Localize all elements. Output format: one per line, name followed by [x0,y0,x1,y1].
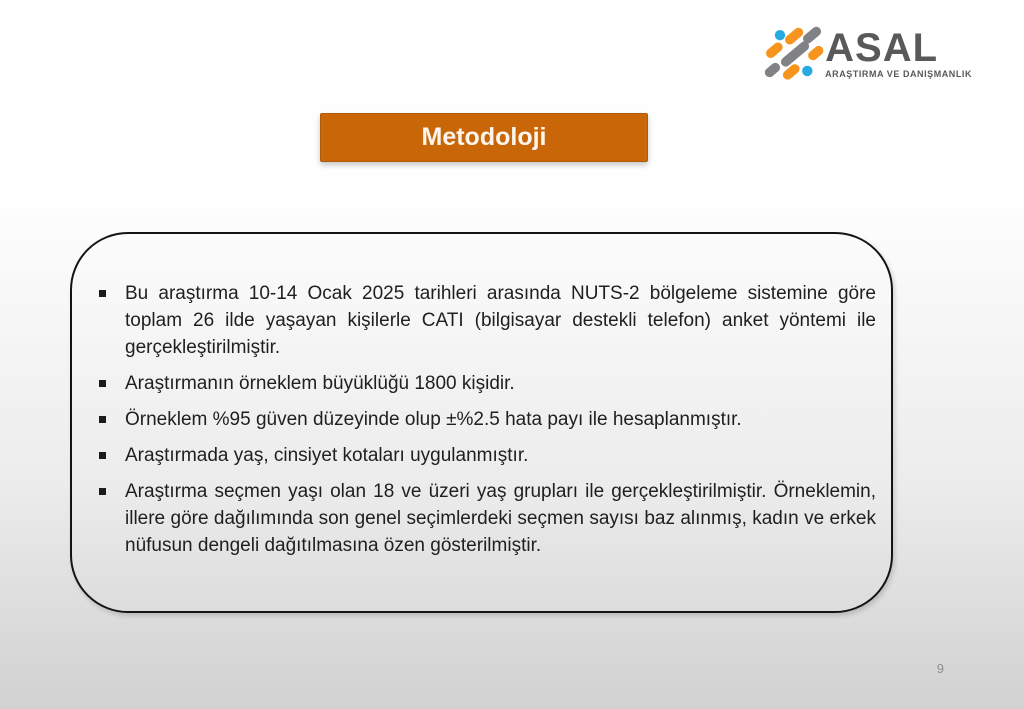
bullet-item [99,280,876,361]
bullet-text: Araştırma seçmen yaşı olan 18 ve üzeri yaş grupları ile gerçekleştirilmiştir. Örneklemin, illere göre dağılımında son genel seçimlerdeki seçmen sayısı baz alınmış, kadın ve erkek nüfusun dengeli dağıtılmasına özen gösterilmiştir. [125,481,876,556]
asal-logo-mark-icon [763,24,829,84]
bullet-square-icon [99,442,125,469]
bullet-item [99,442,876,469]
bullet-text: Araştırmada yaş, cinsiyet kotaları uygulanmıştır. [125,445,529,466]
asal-logo-text [825,22,972,79]
bullet-item [99,370,876,397]
asal-logo [763,22,972,84]
bullet-square-icon [99,280,125,361]
bullet-text: Örneklem %95 güven düzeyinde olup ±%2.5 hata payı ile hesaplanmıştır. [125,409,742,430]
methodology-box [70,232,893,613]
page-title: Metodoloji [421,123,547,151]
bullet-square-icon [99,370,125,397]
bullet-item [99,406,876,433]
bullet-text: Araştırmanın örneklem büyüklüğü 1800 kişidir. [125,373,515,394]
bullet-square-icon [99,406,125,433]
bullet-square-icon [99,478,125,559]
logo-name: ASAL [825,26,939,70]
page-number: 9 [936,661,944,676]
slide-title-box [320,113,648,162]
logo-tagline: ARAŞTIRMA VE DANIŞMANLIK [825,69,972,79]
bullet-item [99,478,876,559]
bullet-text: Bu araştırma 10-14 Ocak 2025 tarihleri arasında NUTS-2 bölgeleme sistemine göre toplam 26 ilde yaşayan kişilerle CATI (bilgisayar destekli telefon) anket yöntemi ile gerçekleştirilmiştir. [125,283,876,358]
